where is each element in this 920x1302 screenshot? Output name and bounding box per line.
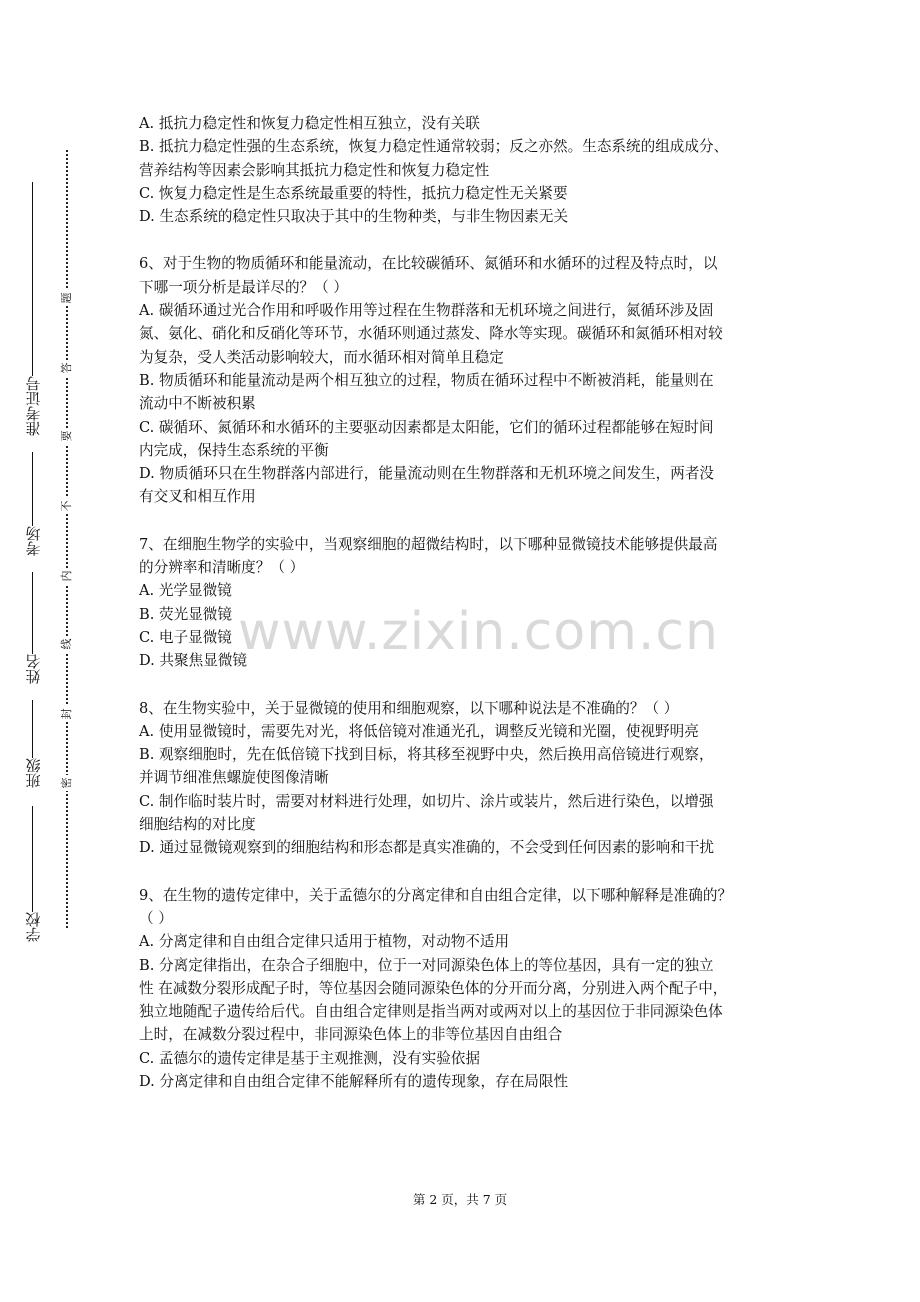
text-line: 9、在生物的遗传定律中，关于孟德尔的分离定律和自由组合定律，以下哪种解释是准确的？ (139, 886, 733, 904)
text-line: 上时，在减数分裂过程中，非同源染色体上的非等位基因自由组合 (139, 1026, 563, 1044)
question-gap (139, 673, 793, 697)
text-line: 内完成，保持生态系统的平衡 (139, 441, 329, 459)
text-line: 性 在减数分裂形成配子时，等位基因会随同源染色体的分开而分离，分别进入两个配子中， (139, 979, 728, 997)
seal-char: 内 (59, 568, 75, 584)
text-line: （ ） (139, 909, 173, 927)
school-blank[interactable] (33, 806, 34, 912)
ticket-number-field (22, 158, 44, 436)
seal-char: 不 (59, 498, 75, 514)
question-gap (139, 509, 793, 533)
text-line: 独立地随配子遗传给后代。自由组合定律则是指当两对或两对以上的基因位于非同源染色体 (139, 1003, 723, 1021)
question-gap (139, 860, 793, 884)
text-line: C. 碳循环、氮循环和水循环的主要驱动因素都是太阳能，它们的循环过程都能够在短时间 (139, 418, 714, 436)
text-line: C. 电子显微镜 (139, 628, 232, 646)
watermark: www.zixin.com.cn (238, 602, 719, 662)
seal-line (66, 150, 68, 928)
seal-char: 要 (59, 428, 75, 444)
seal-char: 封 (59, 706, 75, 722)
text-line: D. 共聚焦显微镜 (139, 652, 248, 670)
page-footer: 第 2 页，共 7 页 (412, 1192, 508, 1207)
text-line: B. 观察细胞时，先在低倍镜下找到目标，将其移至视野中央，然后换用高倍镜进行观察， (139, 746, 714, 764)
name-blank[interactable] (33, 572, 34, 654)
question-content (139, 112, 793, 1093)
text-line: 流动中不断被积累 (139, 395, 256, 413)
text-line: 的分辨率和清晰度？（ ） (139, 559, 305, 577)
ticket-number-label: 准考证号 (24, 376, 43, 436)
seal-char: 答 (59, 360, 75, 376)
school-label: 学校 (24, 912, 43, 942)
text-line: 7、在细胞生物学的实验中，当观察细胞的超微结构时，以下哪种显微镜技术能够提供最高 (139, 535, 718, 553)
seal-char: 密 (59, 775, 75, 791)
text-line: 为复杂，受人类活动影响较大，而水循环相对简单且稳定 (139, 348, 504, 366)
class-blank[interactable] (33, 700, 34, 758)
text-line: 氮、氨化、硝化和反硝化等环节，水循环则通过蒸发、降水等实现。碳循环和氮循环相对较 (139, 325, 723, 343)
text-line: A. 碳循环通过光合作用和呼吸作用等过程在生物群落和无机环境之间进行，氮循环涉及固 (139, 302, 714, 320)
name-label: 姓名 (24, 654, 43, 684)
class-field (22, 688, 44, 788)
text-line: A. 使用显微镜时，需要先对光，将低倍镜对准通光孔，调整反光镜和光圈，使视野明亮 (139, 722, 699, 740)
text-line: D. 通过显微镜观察到的细胞结构和形态都是真实准确的，不会受到任何因素的影响和干扰 (139, 839, 715, 857)
name-field (22, 560, 44, 684)
text-line: A. 抵抗力稳定性和恢复力稳定性相互独立，没有关联 (139, 115, 480, 132)
text-line: 营养结构等因素会影响其抵抗力稳定性和恢复力稳定性 (139, 161, 490, 179)
text-line: 有交叉和相互作用 (139, 488, 256, 506)
text-line: C. 恢复力稳定性是生态系统最重要的特性，抵抗力稳定性无关紧要 (139, 184, 568, 202)
school-field (22, 792, 44, 942)
text-line: 下哪一项分析是最详尽的？（ ） (139, 278, 348, 296)
text-line: C. 孟德尔的遗传定律是基于主观推测，没有实验依据 (139, 1049, 480, 1067)
exam-room-label: 考场 (24, 526, 43, 556)
text-line: C. 制作临时装片时，需要对材料进行处理，如切片、涂片或装片，然后进行染色，以增强 (139, 792, 714, 810)
question-gap (139, 228, 793, 252)
text-line: A. 光学显微镜 (139, 582, 232, 600)
text-line: B. 抵抗力稳定性强的生态系统，恢复力稳定性通常较弱；反之亦然。生态系统的组成成分、 (139, 138, 729, 156)
seal-char: 题 (59, 290, 75, 306)
exam-room-blank[interactable] (33, 452, 34, 526)
seal-char: 线 (59, 636, 75, 652)
text-line: B. 物质循环和能量流动是两个相互独立的过程，物质在循环过程中不断被消耗，能量则在 (139, 371, 714, 389)
text-line: B. 荧光显微镜 (139, 605, 232, 623)
text-line: B. 分离定律指出，在杂合子细胞中，位于一对同源染色体上的等位基因，具有一定的独立 (139, 956, 714, 974)
text-line: 6、对于生物的物质循环和能量流动，在比较碳循环、氮循环和水循环的过程及特点时，以 (139, 255, 718, 273)
exam-room-field (22, 440, 44, 556)
text-line: 并调节细准焦螺旋使图像清晰 (139, 769, 329, 787)
text-line: A. 分离定律和自由组合定律只适用于植物，对动物不适用 (139, 933, 510, 951)
text-line: D. 生态系统的稳定性只取决于其中的生物种类，与非生物因素无关 (139, 208, 569, 226)
ticket-number-blank[interactable] (33, 182, 34, 376)
class-label: 班级 (24, 758, 43, 788)
text-line: D. 分离定律和自由组合定律不能解释所有的遗传现象，存在局限性 (139, 1072, 569, 1090)
text-line: 细胞结构的对比度 (139, 816, 256, 834)
binding-margin (0, 0, 120, 1302)
text-line: D. 物质循环只在生物群落内部进行，能量流动则在生物群落和无机环境之间发生，两者没 (139, 465, 715, 483)
text-line: 8、在生物实验中，关于显微镜的使用和细胞观察，以下哪种说法是不准确的？（ ） (139, 699, 679, 717)
